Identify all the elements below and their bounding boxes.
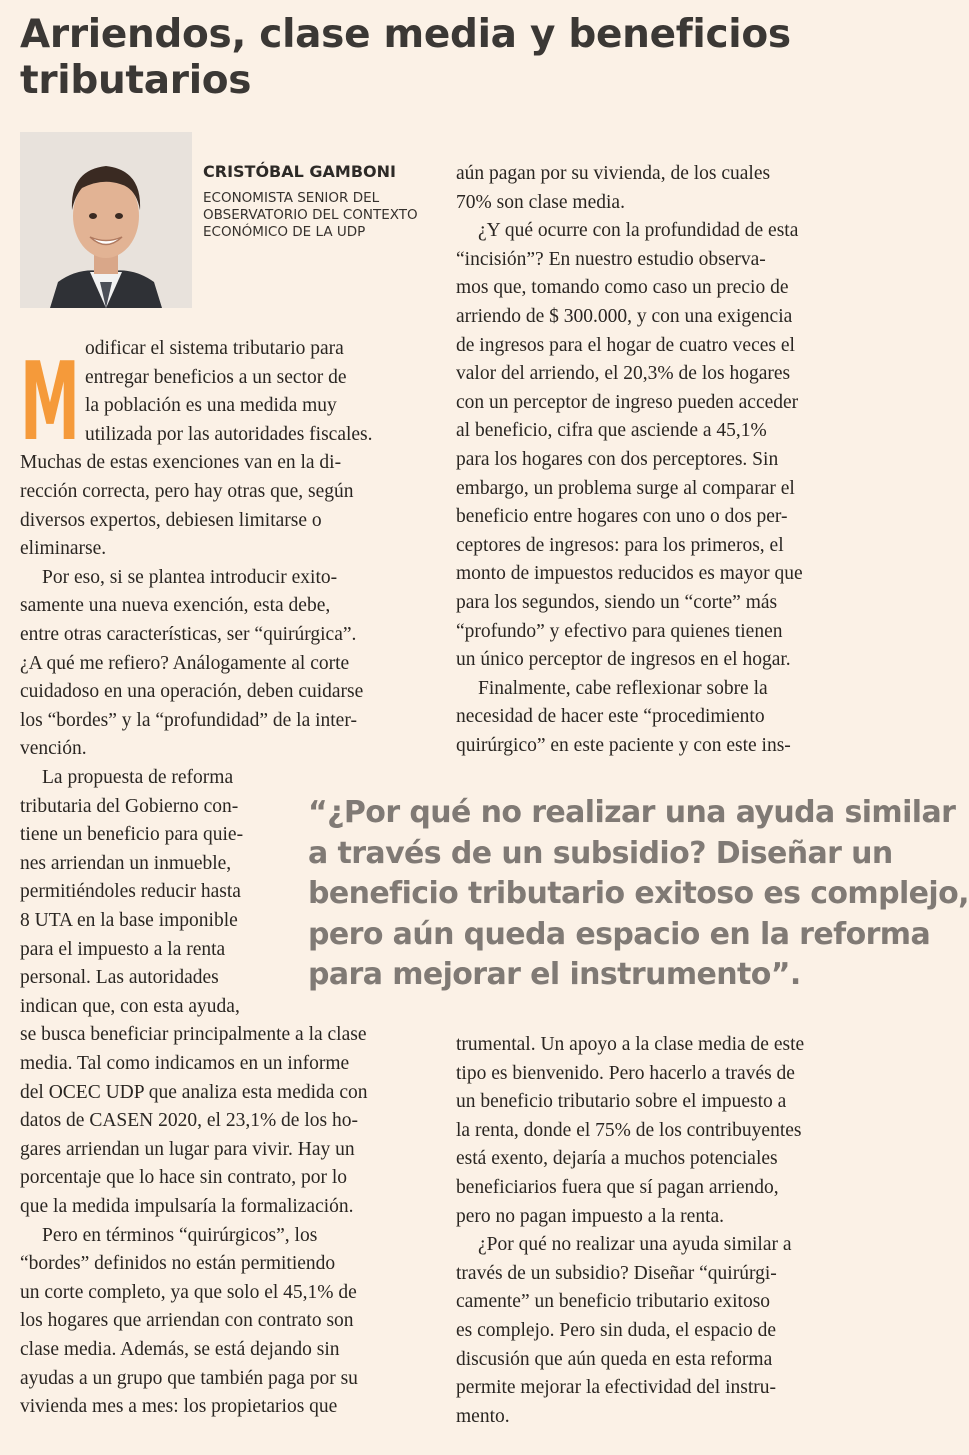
body-text-line: Muchas de estas exenciones van en la di- (20, 452, 342, 474)
body-text-line: beneficiarios fuera que sí pagan arriendo, (456, 1177, 779, 1198)
body-text-line: embargo, un problema surge al comparar el (456, 477, 795, 499)
body-text-line: quirúrgico” en este paciente y con este ins- (456, 735, 791, 756)
body-text-line: indican que, con esta ayuda, (20, 995, 240, 1017)
body-text-line: ¿A qué me refiero? Análogamente al corte (20, 652, 350, 674)
body-text-line: ayudas a un grupo que también paga por su (20, 1367, 358, 1389)
body-text-line: Pero en términos “quirúrgicos”, los (42, 1224, 318, 1246)
body-text-line: “incisión”? En nuestro estudio observa- (456, 248, 766, 270)
body-text-line: ¿Y qué ocurre con la profundidad de esta (478, 220, 799, 242)
body-text-line: necesidad de hacer este “procedimiento (456, 706, 765, 728)
body-text-line: tributaria del Gobierno con- (20, 795, 239, 817)
body-text-line: clase media. Además, se está dejando sin (20, 1339, 340, 1360)
body-text-line: utilizada por las autoridades fiscales. (85, 423, 373, 445)
body-text-line: la población es una medida muy (85, 395, 337, 417)
body-text-line: “bordes” definidos no están permitiendo (20, 1253, 336, 1275)
body-text-line: tipo es bienvenido. Pero hacerlo a través de (456, 1062, 795, 1084)
svg-text:M: M (20, 340, 80, 465)
author-name: CRISTÓBAL GAMBONI (203, 162, 396, 181)
body-text-line: samente una nueva exención, esta debe, (20, 595, 331, 617)
body-text-line: permitiéndoles reducir hasta (20, 881, 241, 903)
body-text-line: para los hogares con dos perceptores. Sin (456, 449, 779, 470)
author-portrait-illustration (20, 132, 192, 308)
pull-quote-line: para mejorar el instrumento”. (308, 957, 801, 992)
body-text-line: vivienda mes a mes: los propietarios que (20, 1396, 338, 1418)
body-text-line: los “bordes” y la “profundidad” de la inter- (20, 709, 357, 731)
body-text-line: arriendo de $ 300.000, y con una exigencia (456, 306, 793, 327)
body-text-line: del OCEC UDP que analiza esta medida con (20, 1081, 368, 1103)
body-text-line: camente” un beneficio tributario exitoso (456, 1291, 771, 1313)
body-text-line: nes arriendan un inmueble, (20, 852, 232, 874)
body-text-line: pero no pagan impuesto a la renta. (456, 1205, 725, 1227)
body-text-line: beneficio entre hogares con uno o dos per- (456, 506, 788, 528)
body-text-line: “profundo” y efectivo para quienes tienen (456, 620, 783, 642)
drop-cap (20, 335, 80, 465)
body-text-line: 70% son clase media. (456, 191, 625, 213)
body-text-line: trumental. Un apoyo a la clase media de este (456, 1034, 805, 1055)
body-text-line: La propuesta de reforma (42, 767, 234, 788)
body-text-line: al beneficio, cifra que asciende a 45,1% (456, 420, 767, 442)
body-text-line: un corte completo, ya que solo el 45,1% de (20, 1281, 357, 1303)
body-text-line: eliminarse. (20, 538, 107, 560)
body-text-line: media. Tal como indicamos en un informe (20, 1053, 350, 1074)
author-photo (20, 132, 192, 308)
pull-quote-line: “¿Por qué no realizar una ayuda similar (308, 795, 956, 830)
body-text-line: monto de impuestos reducidos es mayor que (456, 563, 803, 585)
body-text-line: porcentaje que lo hace sin contrato, por lo (20, 1167, 348, 1189)
body-text-line: datos de CASEN 2020, el 23,1% de los ho- (20, 1110, 358, 1132)
body-text-line: cuidadoso en una operación, deben cuidarse (20, 681, 364, 703)
pull-quote (308, 793, 969, 996)
body-text-line: los hogares que arriendan con contrato son (20, 1310, 354, 1332)
body-text-line: para los segundos, siendo un “corte” más (456, 592, 778, 613)
body-text-line: con un perceptor de ingreso pueden acceder (456, 391, 799, 413)
body-text-line: que la medida impulsaría la formalización. (20, 1196, 354, 1217)
body-text-line: 8 UTA en la base imponible (20, 910, 238, 931)
pull-quote-line: beneficio tributario exitoso es complejo, (308, 876, 969, 911)
body-text-line: entregar beneficios a un sector de (85, 366, 347, 388)
body-text-line: mento. (456, 1405, 510, 1427)
body-text-line: través de un subsidio? Diseñar “quirúrgi- (456, 1262, 777, 1284)
body-text-line: mos que, tomando como caso un precio de (456, 277, 789, 299)
author-role: ECONOMISTA SENIOR DEL OBSERVATORIO DEL CONTEXTO ECONÓMICO DE LA UDP (203, 190, 418, 240)
body-text-line: entre otras características, ser “quirúrgica”. (20, 624, 357, 645)
body-text-line: aún pagan por su vivienda, de los cuales (456, 163, 771, 184)
body-text-line: tiene un beneficio para quie- (20, 824, 244, 846)
body-text-line: discusión que aún queda en esta reforma (456, 1348, 773, 1370)
article-title: Arriendos, clase media y beneficios tributarios (20, 12, 791, 103)
body-text-line: diversos expertos, debiesen limitarse o (20, 509, 322, 531)
body-text-line: ¿Por qué no realizar una ayuda similar a (478, 1234, 792, 1256)
body-text-line: de ingresos para el hogar de cuatro veces el (456, 334, 795, 356)
body-text-line: un único perceptor de ingresos en el hogar. (456, 649, 791, 671)
pull-quote-line: pero aún queda espacio en la reforma (308, 916, 931, 952)
body-text-line: rección correcta, pero hay otras que, según (20, 481, 354, 502)
body-text-line: para el impuesto a la renta (20, 938, 226, 960)
body-text-line: Por eso, si se plantea introducir exito- (42, 566, 338, 588)
body-text-line: odificar el sistema tributario para (85, 338, 344, 359)
body-text-line: está exento, dejaría a muchos potenciales (456, 1148, 778, 1170)
body-text-line: personal. Las autoridades (20, 967, 219, 989)
body-text-line: vención. (20, 738, 87, 760)
pull-quote-line: a través de un subsidio? Diseñar un (308, 835, 893, 871)
body-text-line: permite mejorar la efectividad del instru- (456, 1377, 776, 1399)
body-text-line: un beneficio tributario sobre el impuesto a (456, 1091, 787, 1113)
body-text-line: gares arriendan un lugar para vivir. Hay un (20, 1138, 355, 1160)
body-text-line: se busca beneficiar principalmente a la clase (20, 1024, 367, 1046)
body-text-line: valor del arriendo, el 20,3% de los hogares (456, 363, 791, 385)
body-text-line: ceptores de ingresos: para los primeros, el (456, 534, 784, 556)
body-text-line: la renta, donde el 75% de los contribuyentes (456, 1119, 802, 1141)
body-text-line: Finalmente, cabe reflexionar sobre la (478, 677, 768, 699)
body-text-line: es complejo. Pero sin duda, el espacio de (456, 1320, 777, 1341)
